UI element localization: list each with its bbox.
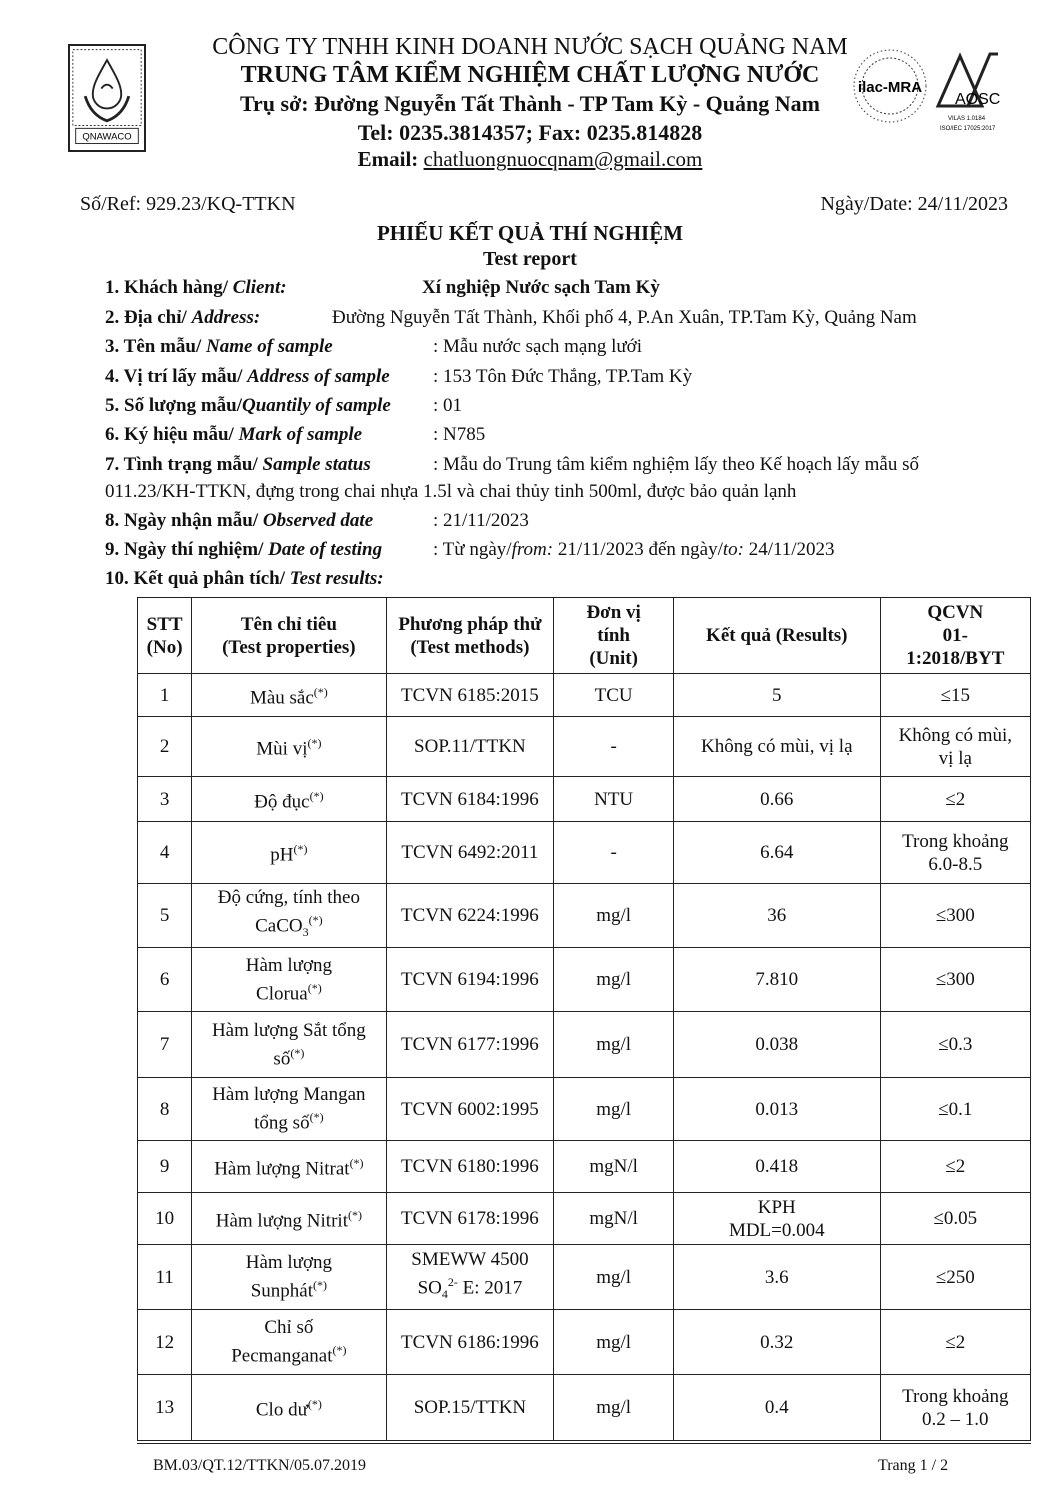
cell-qcvn: ≤0.1 <box>880 1078 1030 1141</box>
cell-qcvn: ≤15 <box>880 674 1030 717</box>
table-row <box>138 1375 1031 1441</box>
observed-date-value: : 21/11/2023 <box>433 510 529 531</box>
svg-text:ISO/IEC 17025:2017: ISO/IEC 17025:2017 <box>940 126 996 132</box>
col-header-qcvn: QCVN 01- 1:2018/BYT <box>880 598 1030 674</box>
table-row <box>138 948 1031 1012</box>
cell-result: 0.32 <box>673 1310 880 1375</box>
email-label: Email: <box>357 147 424 171</box>
cell-result: KPH MDL=0.004 <box>673 1193 880 1245</box>
cell-result: 7.810 <box>673 948 880 1012</box>
cell-result: 36 <box>673 884 880 948</box>
sample-location-value: : 153 Tôn Đức Thắng, TP.Tam Kỳ <box>433 366 693 387</box>
cell-no: 8 <box>138 1078 192 1141</box>
cell-unit: mgN/l <box>554 1141 674 1193</box>
cell-method: TCVN 6178:1996 <box>386 1193 554 1245</box>
cell-result: 0.4 <box>673 1375 880 1441</box>
cell-property: Hàm lượng Clorua(*) <box>192 948 386 1012</box>
client-line: 1. Khách hàng/ Client: Xí nghiệp Nước sạch Tam Kỳ <box>105 277 660 298</box>
cell-method: TCVN 6186:1996 <box>386 1310 554 1375</box>
cell-method: TCVN 6184:1996 <box>386 777 554 822</box>
cell-result: 0.013 <box>673 1078 880 1141</box>
col-header-no: STT (No) <box>138 598 192 674</box>
cell-method: TCVN 6185:2015 <box>386 674 554 717</box>
page-number: Trang 1 / 2 <box>878 1457 949 1474</box>
cell-no: 2 <box>138 717 192 777</box>
cell-method: TCVN 6180:1996 <box>386 1141 554 1193</box>
cell-qcvn: ≤250 <box>880 1245 1030 1310</box>
table-row <box>138 1141 1031 1193</box>
cell-property: Hàm lượng Nitrat(*) <box>192 1141 386 1193</box>
table-row <box>138 1193 1031 1245</box>
cell-method: SOP.11/TTKN <box>386 717 554 777</box>
table-row <box>138 1012 1031 1078</box>
form-code: BM.03/QT.12/TTKN/05.07.2019 <box>153 1457 367 1474</box>
accreditation-logos <box>850 44 1025 136</box>
testing-date-value: : Từ ngày/from: 21/11/2023 đến ngày/to: 24/11/2023 <box>433 539 835 560</box>
cell-unit: mg/l <box>554 1078 674 1141</box>
cell-no: 5 <box>138 884 192 948</box>
cell-property: Độ cứng, tính theo CaCO$_3$(*) <box>192 884 386 948</box>
cell-property: pH(*) <box>192 822 386 884</box>
cell-property: Màu sắc(*) <box>192 674 386 717</box>
table-row <box>138 674 1031 717</box>
sample-status-line: 7. Tình trạng mẫu/ Sample status : Mẫu do Trung tâm kiểm nghiệm lấy theo Kế hoạch lấy mẫu số <box>105 454 920 475</box>
col-header-properties: Tên chỉ tiêu (Test properties) <box>192 598 386 674</box>
cell-qcvn: ≤300 <box>880 948 1030 1012</box>
col-header-methods: Phương pháp thử (Test methods) <box>386 598 554 674</box>
sample-quantity-value: : 01 <box>433 395 463 416</box>
svg-text:VILAS 1.0184: VILAS 1.0184 <box>948 116 986 122</box>
address-line: 2. Địa chỉ/ Address: Đường Nguyễn Tất Thành, Khối phố 4, P.An Xuân, TP.Tam Kỳ, Quảng Nam <box>105 307 917 328</box>
cell-unit: mg/l <box>554 948 674 1012</box>
cell-method: SMEWW 4500 $SO_4^{2-}$ E: 2017 <box>386 1245 554 1310</box>
cell-result: 0.66 <box>673 777 880 822</box>
address-value: Đường Nguyễn Tất Thành, Khối phố 4, P.An Xuân, TP.Tam Kỳ, Quảng Nam <box>332 307 917 328</box>
cell-unit: mgN/l <box>554 1193 674 1245</box>
cell-method: TCVN 6002:1995 <box>386 1078 554 1141</box>
cell-property: Mùi vị(*) <box>192 717 386 777</box>
reference-number: Số/Ref: 929.23/KQ-TTKN <box>80 193 296 215</box>
cell-unit: mg/l <box>554 1310 674 1375</box>
sample-mark-value: : N785 <box>433 424 486 445</box>
observed-date-line: 8. Ngày nhận mẫu/ Observed date : 21/11/2023 <box>105 510 529 531</box>
cell-property: Hàm lượng Sắt tổng số(*) <box>192 1012 386 1078</box>
client-value: Xí nghiệp Nước sạch Tam Kỳ <box>422 277 660 298</box>
cell-property: Hàm lượng Sunphát(*) <box>192 1245 386 1310</box>
cell-unit: mg/l <box>554 1245 674 1310</box>
svg-text:QNAWACO: QNAWACO <box>82 131 132 143</box>
sample-quantity-line: 5. Số lượng mẫu/Quantily of sample : 01 <box>105 395 463 416</box>
cell-qcvn: ≤0.3 <box>880 1012 1030 1078</box>
cell-no: 12 <box>138 1310 192 1375</box>
center-address: Trụ sở: Đường Nguyễn Tất Thành - TP Tam Kỳ - Quảng Nam <box>240 91 820 116</box>
cell-property: Clo dư(*) <box>192 1375 386 1441</box>
table-row <box>138 884 1031 948</box>
cell-unit: mg/l <box>554 1012 674 1078</box>
results-table <box>137 597 1031 1441</box>
sample-location-line: 4. Vị trí lấy mẫu/ Address of sample : 153 Tôn Đức Thắng, TP.Tam Kỳ <box>105 366 693 387</box>
cell-method: TCVN 6492:2011 <box>386 822 554 884</box>
sample-name-value: : Mẫu nước sạch mạng lưới <box>433 336 643 357</box>
center-tel: Tel: 0235.3814357; Fax: 0235.814828 <box>357 120 703 145</box>
cell-qcvn: Không có mùi, vị lạ <box>880 717 1030 777</box>
cell-unit: TCU <box>554 674 674 717</box>
cell-no: 11 <box>138 1245 192 1310</box>
cell-result: 0.038 <box>673 1012 880 1078</box>
cell-unit: mg/l <box>554 1375 674 1441</box>
report-date: Ngày/Date: 24/11/2023 <box>820 193 1008 215</box>
center-email-line <box>150 147 910 172</box>
cell-result: 3.6 <box>673 1245 880 1310</box>
cell-no: 9 <box>138 1141 192 1193</box>
cell-qcvn: ≤2 <box>880 777 1030 822</box>
cell-unit: mg/l <box>554 884 674 948</box>
sample-mark-line: 6. Ký hiệu mẫu/ Mark of sample : N785 <box>105 424 486 445</box>
cell-qcvn: Trong khoảng 0.2 – 1.0 <box>880 1375 1030 1441</box>
table-row <box>138 822 1031 884</box>
cell-method: TCVN 6177:1996 <box>386 1012 554 1078</box>
report-subtitle: Test report <box>483 248 577 270</box>
cell-result: Không có mùi, vị lạ <box>673 717 880 777</box>
cell-property: Độ đục(*) <box>192 777 386 822</box>
sample-name-line: 3. Tên mẫu/ Name of sample : Mẫu nước sạch mạng lưới <box>105 336 643 357</box>
cell-result: 0.418 <box>673 1141 880 1193</box>
cell-result: 6.64 <box>673 822 880 884</box>
cell-no: 10 <box>138 1193 192 1245</box>
testing-date-line: 9. Ngày thí nghiệm/ Date of testing : Từ ngày/from: 21/11/2023 đến ngày/to: 24/11/2023 <box>105 539 835 560</box>
sample-status-continued: 011.23/KH-TTKN, đựng trong chai nhựa 1.5l và chai thủy tinh 500ml, được bảo quản lạnh <box>105 481 797 502</box>
table-row <box>138 777 1031 822</box>
cell-no: 6 <box>138 948 192 1012</box>
report-title: PHIẾU KẾT QUẢ THÍ NGHIỆM <box>376 221 684 245</box>
table-row <box>138 1245 1031 1310</box>
cell-unit: - <box>554 822 674 884</box>
test-results-heading: 10. Kết quả phân tích/ Test results: <box>105 568 384 589</box>
footer-divider <box>137 1443 1031 1444</box>
table-row <box>138 1078 1031 1141</box>
cell-qcvn: ≤2 <box>880 1310 1030 1375</box>
company-logo <box>68 44 146 152</box>
center-name: TRUNG TÂM KIỂM NGHIỆM CHẤT LƯỢNG NƯỚC <box>240 62 820 88</box>
email-link[interactable]: chatluongnuocqnam@gmail.com <box>423 147 703 171</box>
table-row <box>138 717 1031 777</box>
col-header-unit: Đơn vị tính (Unit) <box>554 598 674 674</box>
cell-no: 3 <box>138 777 192 822</box>
col-header-results: Kết quả (Results) <box>673 598 880 674</box>
table-row <box>138 1310 1031 1375</box>
cell-qcvn: Trong khoảng 6.0-8.5 <box>880 822 1030 884</box>
cell-result: 5 <box>673 674 880 717</box>
svg-text:AOSC: AOSC <box>955 91 1001 108</box>
company-name: CÔNG TY TNHH KINH DOANH NƯỚC SẠCH QUẢNG NAM <box>212 34 848 60</box>
cell-no: 4 <box>138 822 192 884</box>
cell-no: 7 <box>138 1012 192 1078</box>
cell-no: 1 <box>138 674 192 717</box>
cell-method: TCVN 6224:1996 <box>386 884 554 948</box>
cell-qcvn: ≤300 <box>880 884 1030 948</box>
svg-text:ilac-MRA: ilac-MRA <box>857 79 923 96</box>
sample-status-value: : Mẫu do Trung tâm kiểm nghiệm lấy theo Kế hoạch lấy mẫu số <box>433 454 920 475</box>
cell-property: Hàm lượng Nitrit(*) <box>192 1193 386 1245</box>
cell-method: SOP.15/TTKN <box>386 1375 554 1441</box>
cell-qcvn: ≤0.05 <box>880 1193 1030 1245</box>
cell-property: Hàm lượng Mangan tổng số(*) <box>192 1078 386 1141</box>
table-header-row <box>138 598 1031 674</box>
cell-property: Chỉ số Pecmanganat(*) <box>192 1310 386 1375</box>
cell-unit: - <box>554 717 674 777</box>
cell-unit: NTU <box>554 777 674 822</box>
cell-method: TCVN 6194:1996 <box>386 948 554 1012</box>
cell-qcvn: ≤2 <box>880 1141 1030 1193</box>
cell-no: 13 <box>138 1375 192 1441</box>
